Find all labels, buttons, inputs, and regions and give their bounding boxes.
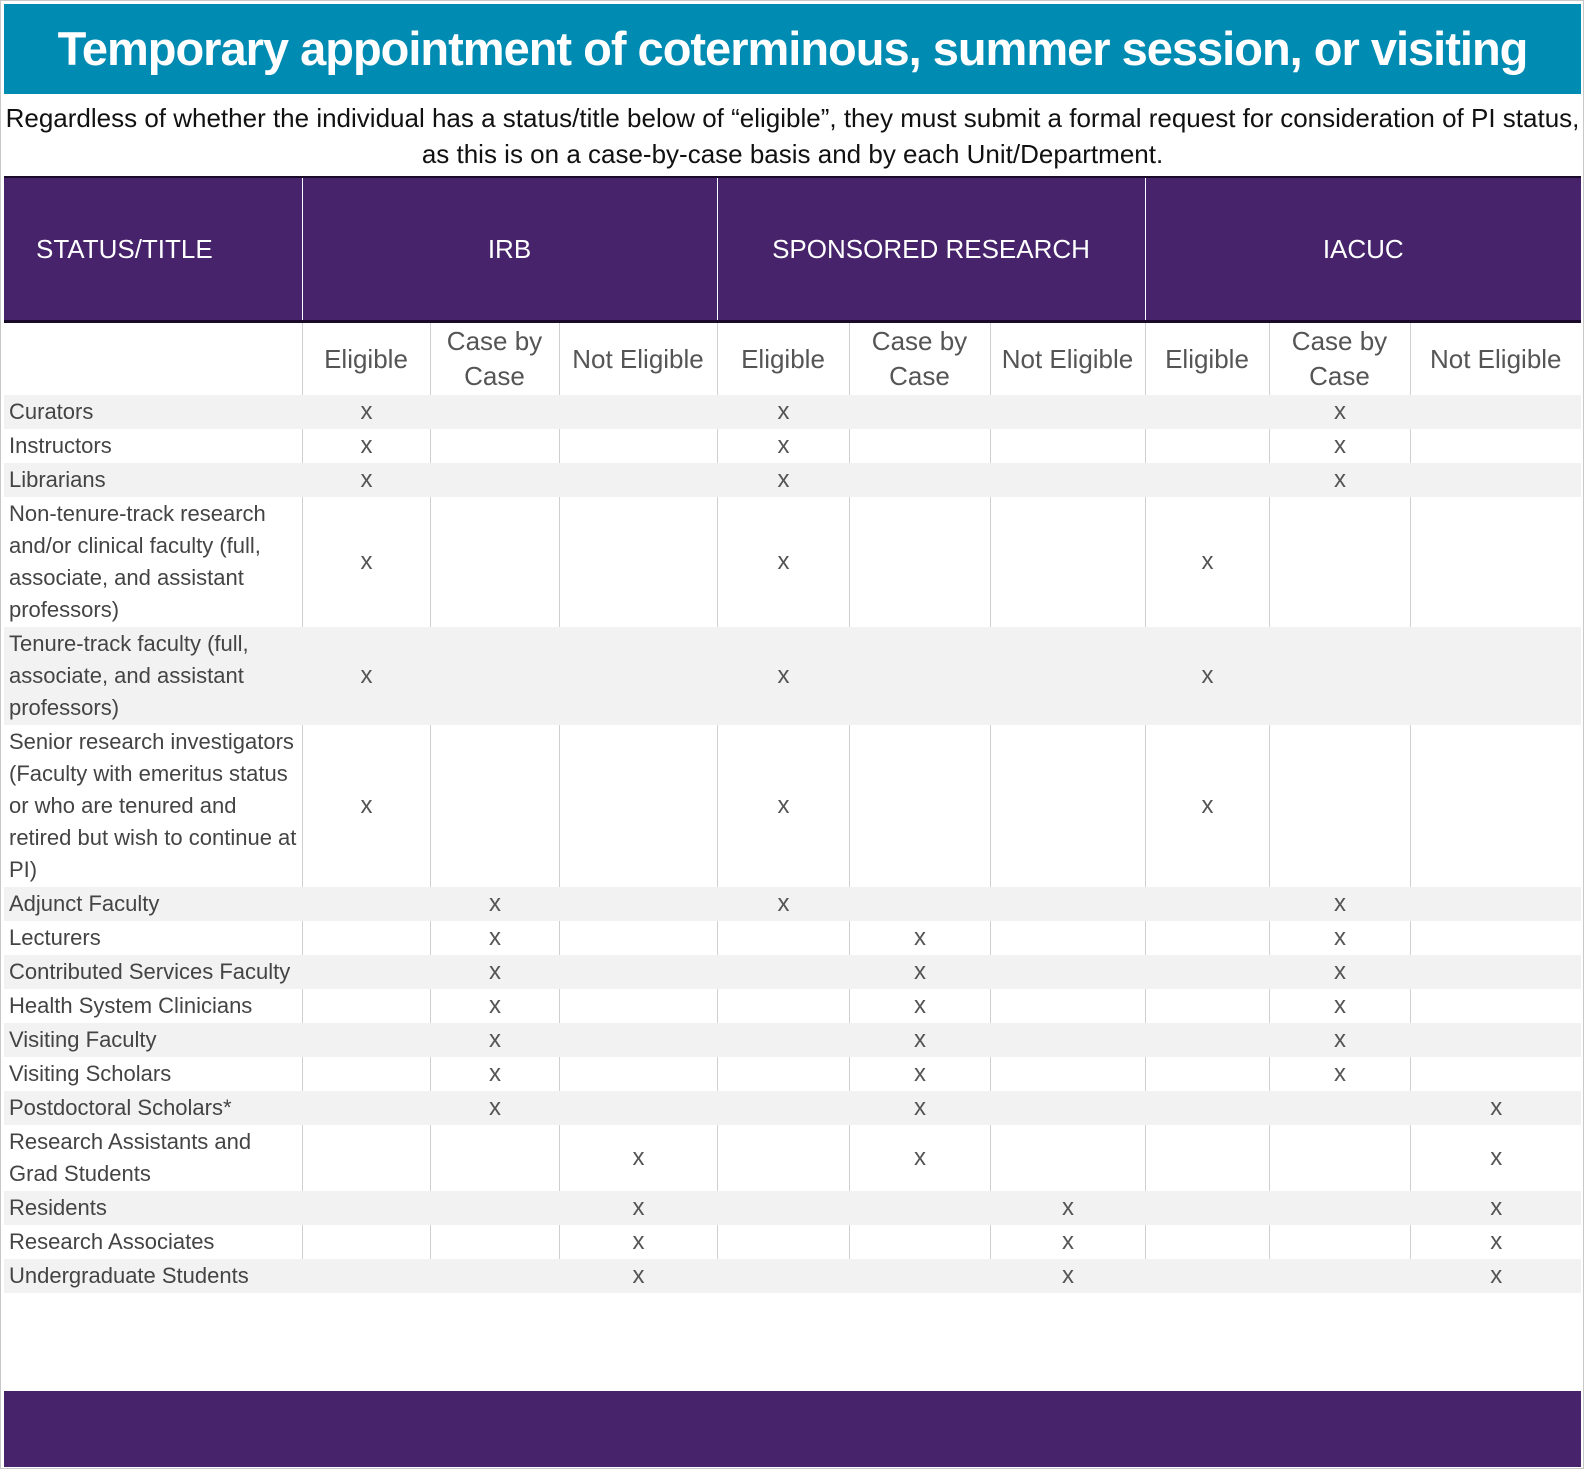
- sponsored-eligible-cell: [717, 1191, 849, 1225]
- status-title-cell: Postdoctoral Scholars*: [4, 1091, 302, 1125]
- irb-case-by-case-cell: [430, 429, 559, 463]
- irb-not-eligible-cell: [559, 955, 717, 989]
- status-title-cell: Residents: [4, 1191, 302, 1225]
- irb-header: IRB: [302, 177, 717, 322]
- irb-case-by-case-header: Case by Case: [430, 322, 559, 396]
- sponsored-eligible-cell: [717, 955, 849, 989]
- iacuc-not-eligible-cell: [1410, 429, 1581, 463]
- irb-not-eligible-cell: x: [559, 1125, 717, 1191]
- iacuc-not-eligible-cell: [1410, 989, 1581, 1023]
- sponsored-eligible-cell: x: [717, 463, 849, 497]
- iacuc-eligible-cell: [1145, 1057, 1269, 1091]
- sponsored-not-eligible-cell: x: [990, 1225, 1145, 1259]
- irb-case-by-case-cell: [430, 395, 559, 429]
- table-row: [4, 1125, 1581, 1191]
- iacuc-case-by-case-cell: [1269, 497, 1410, 627]
- iacuc-not-eligible-cell: [1410, 395, 1581, 429]
- table-row: [4, 1091, 1581, 1125]
- status-title-cell: Visiting Faculty: [4, 1023, 302, 1057]
- table-row: [4, 725, 1581, 887]
- iacuc-header: IACUC: [1145, 177, 1581, 322]
- irb-case-by-case-cell: [430, 497, 559, 627]
- irb-eligible-cell: [302, 989, 430, 1023]
- iacuc-not-eligible-cell: x: [1410, 1225, 1581, 1259]
- iacuc-eligible-cell: [1145, 1259, 1269, 1293]
- sponsored-eligible-cell: [717, 1091, 849, 1125]
- table-row: [4, 627, 1581, 725]
- table-row: [4, 497, 1581, 627]
- status-title-cell: Visiting Scholars: [4, 1057, 302, 1091]
- status-title-cell: Undergraduate Students: [4, 1259, 302, 1293]
- table-row: [4, 429, 1581, 463]
- sponsored-not-eligible-cell: [990, 429, 1145, 463]
- status-title-cell: Research Assistants and Grad Students: [4, 1125, 302, 1191]
- iacuc-case-by-case-cell: x: [1269, 887, 1410, 921]
- table-row: [4, 955, 1581, 989]
- sponsored-case-by-case-cell: x: [849, 921, 990, 955]
- irb-eligible-cell: [302, 887, 430, 921]
- sub-header-row: [4, 322, 1581, 396]
- status-title-cell: Non-tenure-track research and/or clinical faculty (full, associate, and assistant professors): [4, 497, 302, 627]
- iacuc-case-by-case-cell: [1269, 1259, 1410, 1293]
- sponsored-case-by-case-cell: [849, 1259, 990, 1293]
- sponsored-not-eligible-cell: x: [990, 1259, 1145, 1293]
- status-title-cell: Contributed Services Faculty: [4, 955, 302, 989]
- irb-case-by-case-cell: x: [430, 1023, 559, 1057]
- sponsored-case-by-case-cell: [849, 627, 990, 725]
- status-title-cell: Lecturers: [4, 921, 302, 955]
- iacuc-case-by-case-cell: x: [1269, 989, 1410, 1023]
- iacuc-eligible-header: Eligible: [1145, 322, 1269, 396]
- blank-header-cell: [4, 322, 302, 396]
- irb-not-eligible-cell: [559, 627, 717, 725]
- irb-not-eligible-cell: [559, 463, 717, 497]
- irb-case-by-case-cell: [430, 1259, 559, 1293]
- irb-eligible-cell: x: [302, 627, 430, 725]
- irb-eligible-cell: [302, 1023, 430, 1057]
- irb-not-eligible-cell: x: [559, 1191, 717, 1225]
- iacuc-eligible-cell: [1145, 921, 1269, 955]
- sponsored-eligible-cell: x: [717, 887, 849, 921]
- sponsored-not-eligible-cell: [990, 955, 1145, 989]
- iacuc-eligible-cell: [1145, 463, 1269, 497]
- iacuc-case-by-case-cell: [1269, 1225, 1410, 1259]
- irb-eligible-cell: x: [302, 463, 430, 497]
- irb-not-eligible-cell: [559, 1057, 717, 1091]
- iacuc-eligible-cell: [1145, 887, 1269, 921]
- table-row: [4, 887, 1581, 921]
- iacuc-eligible-cell: [1145, 1023, 1269, 1057]
- iacuc-eligible-cell: [1145, 395, 1269, 429]
- status-title-cell: Tenure-track faculty (full, associate, and assistant professors): [4, 627, 302, 725]
- sponsored-case-by-case-cell: [849, 1191, 990, 1225]
- iacuc-not-eligible-cell: x: [1410, 1191, 1581, 1225]
- iacuc-not-eligible-cell: [1410, 1057, 1581, 1091]
- iacuc-case-by-case-cell: x: [1269, 395, 1410, 429]
- iacuc-not-eligible-cell: [1410, 921, 1581, 955]
- footer-bar: [4, 1391, 1581, 1467]
- sponsored-eligible-cell: [717, 1259, 849, 1293]
- table-row: [4, 1225, 1581, 1259]
- sponsored-case-by-case-cell: [849, 887, 990, 921]
- irb-eligible-cell: [302, 1259, 430, 1293]
- iacuc-eligible-cell: [1145, 1225, 1269, 1259]
- iacuc-eligible-cell: [1145, 989, 1269, 1023]
- sponsored-eligible-cell: [717, 921, 849, 955]
- sponsored-eligible-cell: x: [717, 429, 849, 463]
- sponsored-not-eligible-cell: [990, 1091, 1145, 1125]
- iacuc-case-by-case-cell: x: [1269, 1057, 1410, 1091]
- irb-eligible-cell: [302, 955, 430, 989]
- group-header-row: [4, 177, 1581, 322]
- iacuc-not-eligible-cell: [1410, 955, 1581, 989]
- iacuc-not-eligible-header: Not Eligible: [1410, 322, 1581, 396]
- sponsored-case-by-case-cell: x: [849, 1023, 990, 1057]
- irb-case-by-case-cell: x: [430, 989, 559, 1023]
- status-title-cell: Adjunct Faculty: [4, 887, 302, 921]
- irb-case-by-case-cell: [430, 1125, 559, 1191]
- sponsored-case-by-case-cell: x: [849, 1091, 990, 1125]
- iacuc-case-by-case-cell: [1269, 725, 1410, 887]
- iacuc-case-by-case-cell: x: [1269, 463, 1410, 497]
- irb-not-eligible-cell: x: [559, 1259, 717, 1293]
- sponsored-case-by-case-cell: [849, 1225, 990, 1259]
- table-row: [4, 989, 1581, 1023]
- irb-eligible-cell: [302, 1091, 430, 1125]
- sponsored-not-eligible-cell: [990, 497, 1145, 627]
- sponsored-not-eligible-cell: [990, 1023, 1145, 1057]
- iacuc-not-eligible-cell: [1410, 497, 1581, 627]
- page-title: Temporary appointment of coterminous, summer session, or visiting: [4, 4, 1581, 94]
- table-row: [4, 921, 1581, 955]
- sponsored-case-by-case-cell: x: [849, 989, 990, 1023]
- sponsored-eligible-cell: [717, 1023, 849, 1057]
- sponsored-eligible-cell: x: [717, 497, 849, 627]
- iacuc-eligible-cell: x: [1145, 627, 1269, 725]
- iacuc-case-by-case-cell: [1269, 1091, 1410, 1125]
- irb-case-by-case-cell: [430, 627, 559, 725]
- iacuc-eligible-cell: [1145, 1125, 1269, 1191]
- irb-case-by-case-cell: x: [430, 1057, 559, 1091]
- irb-case-by-case-cell: x: [430, 921, 559, 955]
- iacuc-eligible-cell: [1145, 1191, 1269, 1225]
- irb-case-by-case-cell: [430, 725, 559, 887]
- table-row: [4, 1259, 1581, 1293]
- iacuc-eligible-cell: [1145, 955, 1269, 989]
- table-row: [4, 1191, 1581, 1225]
- irb-case-by-case-cell: x: [430, 1091, 559, 1125]
- sponsored-not-eligible-header: Not Eligible: [990, 322, 1145, 396]
- sponsored-eligible-cell: [717, 989, 849, 1023]
- sponsored-eligible-cell: x: [717, 627, 849, 725]
- sponsored-case-by-case-cell: x: [849, 1057, 990, 1091]
- sponsored-case-by-case-cell: x: [849, 1125, 990, 1191]
- table-row: [4, 1023, 1581, 1057]
- table-row: [4, 395, 1581, 429]
- irb-not-eligible-cell: [559, 429, 717, 463]
- sponsored-eligible-cell: x: [717, 725, 849, 887]
- iacuc-case-by-case-cell: [1269, 627, 1410, 725]
- irb-not-eligible-cell: [559, 1091, 717, 1125]
- status-title-cell: Senior research investigators (Faculty with emeritus status or who are tenured and retired but wish to continue at PI): [4, 725, 302, 887]
- sponsored-case-by-case-cell: [849, 725, 990, 887]
- status-title-cell: Research Associates: [4, 1225, 302, 1259]
- irb-not-eligible-cell: [559, 1023, 717, 1057]
- status-title-header: STATUS/TITLE: [4, 177, 302, 322]
- irb-eligible-cell: [302, 1225, 430, 1259]
- sponsored-not-eligible-cell: x: [990, 1191, 1145, 1225]
- iacuc-case-by-case-cell: x: [1269, 955, 1410, 989]
- iacuc-not-eligible-cell: x: [1410, 1259, 1581, 1293]
- irb-case-by-case-cell: [430, 1225, 559, 1259]
- status-title-cell: Librarians: [4, 463, 302, 497]
- irb-not-eligible-cell: [559, 887, 717, 921]
- iacuc-eligible-cell: [1145, 429, 1269, 463]
- irb-not-eligible-cell: [559, 989, 717, 1023]
- irb-not-eligible-cell: [559, 921, 717, 955]
- sponsored-not-eligible-cell: [990, 463, 1145, 497]
- table-body: [4, 395, 1581, 1293]
- iacuc-eligible-cell: [1145, 1091, 1269, 1125]
- sponsored-eligible-cell: [717, 1125, 849, 1191]
- sponsored-not-eligible-cell: [990, 887, 1145, 921]
- irb-eligible-cell: [302, 921, 430, 955]
- sponsored-case-by-case-cell: [849, 497, 990, 627]
- sponsored-eligible-header: Eligible: [717, 322, 849, 396]
- status-title-cell: Health System Clinicians: [4, 989, 302, 1023]
- sponsored-not-eligible-cell: [990, 1057, 1145, 1091]
- sponsored-case-by-case-cell: [849, 463, 990, 497]
- iacuc-not-eligible-cell: [1410, 463, 1581, 497]
- irb-not-eligible-cell: [559, 497, 717, 627]
- irb-eligible-cell: [302, 1191, 430, 1225]
- sponsored-case-by-case-cell: x: [849, 955, 990, 989]
- table-row: [4, 1057, 1581, 1091]
- sponsored-not-eligible-cell: [990, 395, 1145, 429]
- irb-case-by-case-cell: x: [430, 887, 559, 921]
- iacuc-case-by-case-cell: [1269, 1125, 1410, 1191]
- sponsored-not-eligible-cell: [990, 725, 1145, 887]
- iacuc-not-eligible-cell: [1410, 1023, 1581, 1057]
- sponsored-eligible-cell: x: [717, 395, 849, 429]
- irb-case-by-case-cell: [430, 1191, 559, 1225]
- iacuc-case-by-case-header: Case by Case: [1269, 322, 1410, 396]
- sponsored-not-eligible-cell: [990, 989, 1145, 1023]
- irb-eligible-cell: x: [302, 429, 430, 463]
- iacuc-eligible-cell: x: [1145, 725, 1269, 887]
- iacuc-not-eligible-cell: [1410, 627, 1581, 725]
- iacuc-case-by-case-cell: x: [1269, 1023, 1410, 1057]
- sponsored-case-by-case-cell: [849, 395, 990, 429]
- sponsored-case-by-case-header: Case by Case: [849, 322, 990, 396]
- irb-eligible-cell: x: [302, 497, 430, 627]
- irb-not-eligible-cell: [559, 395, 717, 429]
- iacuc-not-eligible-cell: [1410, 887, 1581, 921]
- table-row: [4, 463, 1581, 497]
- iacuc-not-eligible-cell: [1410, 725, 1581, 887]
- iacuc-not-eligible-cell: x: [1410, 1125, 1581, 1191]
- iacuc-eligible-cell: x: [1145, 497, 1269, 627]
- sponsored-not-eligible-cell: [990, 1125, 1145, 1191]
- sponsored-research-header: SPONSORED RESEARCH: [717, 177, 1145, 322]
- sponsored-eligible-cell: [717, 1225, 849, 1259]
- irb-case-by-case-cell: x: [430, 955, 559, 989]
- iacuc-case-by-case-cell: x: [1269, 921, 1410, 955]
- iacuc-case-by-case-cell: x: [1269, 429, 1410, 463]
- sponsored-not-eligible-cell: [990, 627, 1145, 725]
- irb-not-eligible-cell: [559, 725, 717, 887]
- irb-eligible-cell: x: [302, 395, 430, 429]
- subtitle-note: Regardless of whether the individual has a status/title below of “eligible”, they must submit a formal request for consideration of PI status, as this is on a case-by-case basis and by each Unit/Department.: [5, 103, 1580, 169]
- status-title-cell: Instructors: [4, 429, 302, 463]
- irb-not-eligible-cell: x: [559, 1225, 717, 1259]
- irb-case-by-case-cell: [430, 463, 559, 497]
- irb-not-eligible-header: Not Eligible: [559, 322, 717, 396]
- sponsored-not-eligible-cell: [990, 921, 1145, 955]
- sponsored-case-by-case-cell: [849, 429, 990, 463]
- irb-eligible-cell: [302, 1057, 430, 1091]
- irb-eligible-cell: x: [302, 725, 430, 887]
- eligibility-table: [4, 176, 1581, 1293]
- iacuc-case-by-case-cell: [1269, 1191, 1410, 1225]
- sponsored-eligible-cell: [717, 1057, 849, 1091]
- irb-eligible-header: Eligible: [302, 322, 430, 396]
- status-title-cell: Curators: [4, 395, 302, 429]
- irb-eligible-cell: [302, 1125, 430, 1191]
- iacuc-not-eligible-cell: x: [1410, 1091, 1581, 1125]
